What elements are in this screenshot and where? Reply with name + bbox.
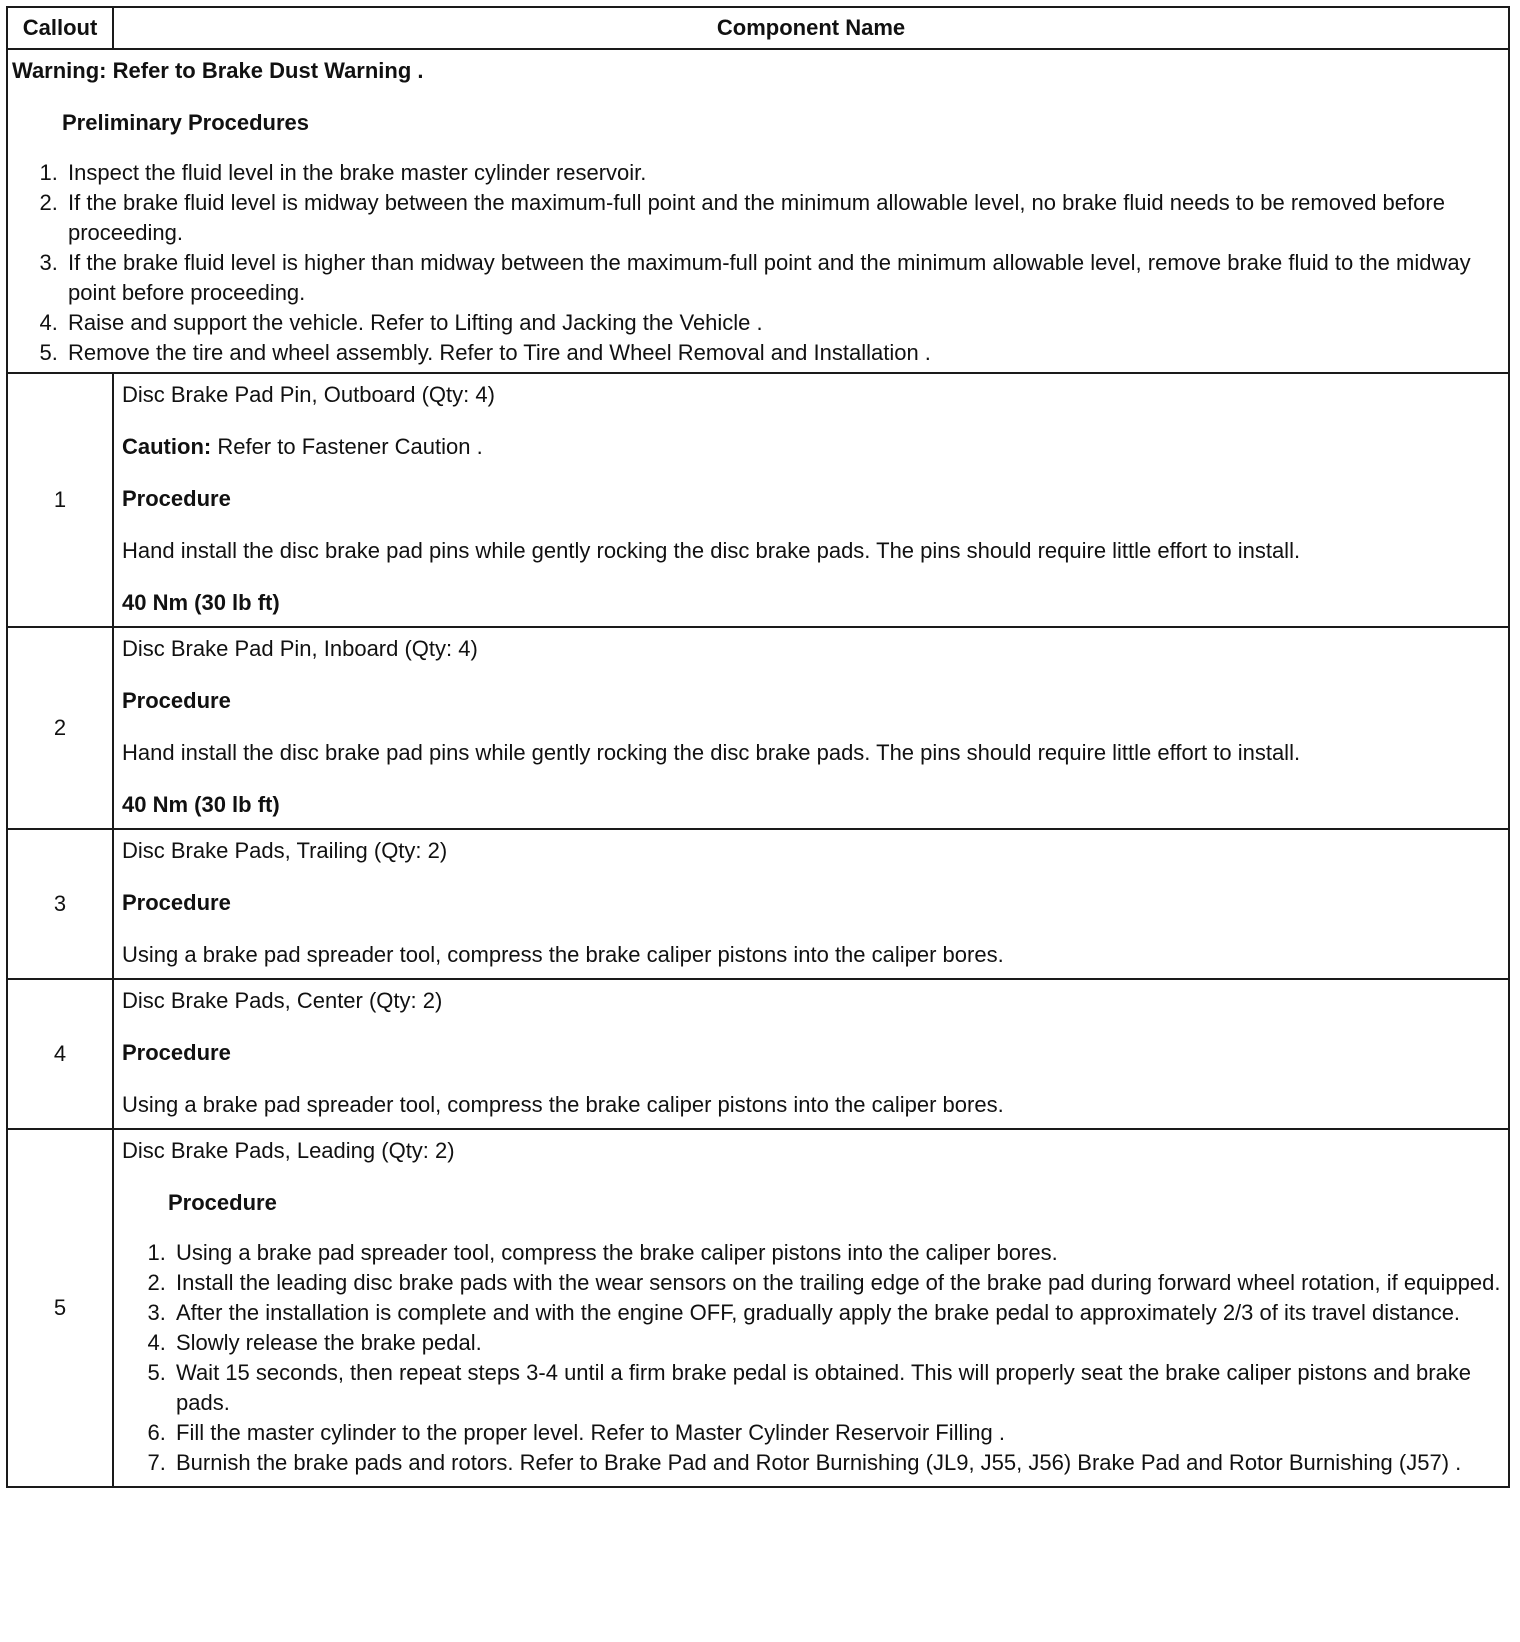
procedure-text: Using a brake pad spreader tool, compress the brake caliper pistons into the caliper bores. xyxy=(122,942,1004,967)
list-item: 1. Using a brake pad spreader tool, compress the brake caliper pistons into the caliper bores. xyxy=(172,1238,1502,1268)
list-item: 6. Fill the master cylinder to the proper level. Refer to Master Cylinder Reservoir Filling . xyxy=(172,1418,1502,1448)
component-table xyxy=(6,6,1510,1488)
warning-label: Warning: xyxy=(12,58,107,83)
component-cell xyxy=(113,373,1509,627)
table-row xyxy=(7,979,1509,1129)
component-name: Disc Brake Pads, Trailing (Qty: 2) xyxy=(122,838,448,863)
table-row xyxy=(7,1129,1509,1487)
list-item: 4. Raise and support the vehicle. Refer to Lifting and Jacking the Vehicle . xyxy=(64,308,1504,338)
procedure-text: Hand install the disc brake pad pins while gently rocking the disc brake pads. The pins should require little effort to install. xyxy=(122,740,1301,765)
list-item: 5. Remove the tire and wheel assembly. Refer to Tire and Wheel Removal and Installation . xyxy=(64,338,1504,368)
warning-text: Refer to Brake Dust Warning . xyxy=(112,58,424,83)
procedure-label: Procedure xyxy=(122,486,231,511)
caution-line xyxy=(122,432,1502,462)
list-item: 7. Burnish the brake pads and rotors. Refer to Brake Pad and Rotor Burnishing (JL9, J55, J56) Brake Pad and Rotor Burnishing (J57) . xyxy=(172,1448,1502,1478)
torque-spec: 40 Nm (30 lb ft) xyxy=(122,792,280,817)
list-item: 1. Inspect the fluid level in the brake master cylinder reservoir. xyxy=(64,158,1504,188)
component-name: Disc Brake Pad Pin, Inboard (Qty: 4) xyxy=(122,636,478,661)
list-item: 3. If the brake fluid level is higher than midway between the maximum-full point and the minimum allowable level, remove brake fluid to the midway point before proceeding. xyxy=(64,248,1504,308)
procedure-text: Using a brake pad spreader tool, compress the brake caliper pistons into the caliper bores. xyxy=(122,1092,1004,1117)
callout-number: 3 xyxy=(7,829,113,979)
list-item: 2. Install the leading disc brake pads with the wear sensors on the trailing edge of the brake pad during forward wheel rotation, if equipped. xyxy=(172,1268,1502,1298)
procedure-label: Procedure xyxy=(168,1190,277,1215)
torque-spec: 40 Nm (30 lb ft) xyxy=(122,590,280,615)
component-cell xyxy=(113,627,1509,829)
callout-number: 4 xyxy=(7,979,113,1129)
callout-column-header: Callout xyxy=(7,7,113,49)
component-name: Disc Brake Pad Pin, Outboard (Qty: 4) xyxy=(122,382,495,407)
list-item: 3. After the installation is complete and with the engine OFF, gradually apply the brake pedal to approximately 2/3 of its travel distance. xyxy=(172,1298,1502,1328)
component-cell xyxy=(113,1129,1509,1487)
procedure-text: Hand install the disc brake pad pins while gently rocking the disc brake pads. The pins should require little effort to install. xyxy=(122,538,1301,563)
callout-number: 1 xyxy=(7,373,113,627)
procedure-label: Procedure xyxy=(122,688,231,713)
table-row xyxy=(7,373,1509,627)
list-item: 4. Slowly release the brake pedal. xyxy=(172,1328,1502,1358)
list-item: 5. Wait 15 seconds, then repeat steps 3-4 until a firm brake pedal is obtained. This will properly seat the brake caliper pistons and brake pads. xyxy=(172,1358,1502,1418)
table-header-row xyxy=(7,7,1509,49)
caution-text: Refer to Fastener Caution . xyxy=(217,434,483,459)
table-row xyxy=(7,829,1509,979)
list-item: 2. If the brake fluid level is midway between the maximum-full point and the minimum allowable level, no brake fluid needs to be removed before proceeding. xyxy=(64,188,1504,248)
component-cell xyxy=(113,829,1509,979)
intro-row xyxy=(7,49,1509,373)
preliminary-procedures-title: Preliminary Procedures xyxy=(62,110,310,135)
intro-cell xyxy=(7,49,1509,373)
component-name: Disc Brake Pads, Leading (Qty: 2) xyxy=(122,1138,455,1163)
preliminary-steps-list xyxy=(12,158,1504,368)
procedure-steps-list xyxy=(122,1238,1502,1478)
callout-number: 5 xyxy=(7,1129,113,1487)
procedure-label: Procedure xyxy=(122,1040,231,1065)
component-column-header: Component Name xyxy=(113,7,1509,49)
warning-line xyxy=(12,56,1504,86)
component-name: Disc Brake Pads, Center (Qty: 2) xyxy=(122,988,443,1013)
component-cell xyxy=(113,979,1509,1129)
caution-label: Caution: xyxy=(122,434,212,459)
procedure-label: Procedure xyxy=(122,890,231,915)
callout-number: 2 xyxy=(7,627,113,829)
table-row xyxy=(7,627,1509,829)
